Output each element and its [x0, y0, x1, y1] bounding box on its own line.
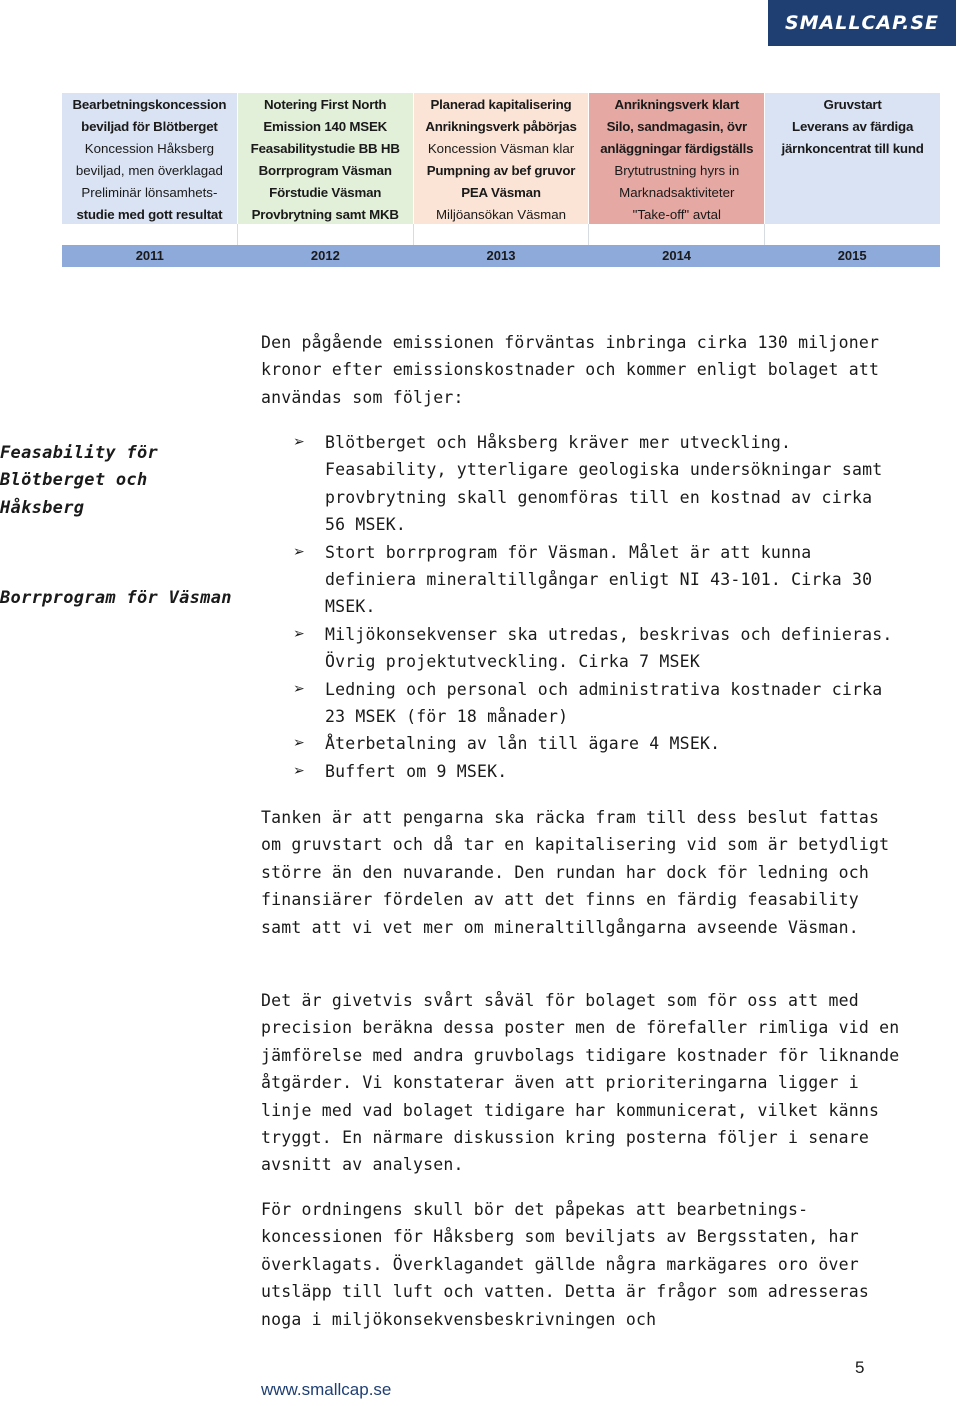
timeline-milestone: Miljöansökan Väsman: [435, 206, 567, 222]
list-item-text: Ledning och personal och administrativa kostnader cirka 23 MSEK (för 18 månader): [325, 679, 883, 727]
timeline-milestone: beviljad, men överklagad: [75, 162, 223, 178]
year-label: 2014: [662, 248, 692, 263]
use-of-proceeds-list: [293, 429, 893, 785]
timeline-milestone: Bearbetningskoncession: [72, 97, 227, 112]
timeline-spacer: [62, 224, 940, 245]
arrow-bullet-icon: ➢: [293, 543, 305, 560]
list-item-text: Miljökonsekvenser ska utredas, beskrivas och definieras. Övrig projektutveckling. Cirka 7 MSEK: [325, 624, 893, 672]
timeline-milestone: Gruvstart: [823, 97, 882, 112]
intro-paragraph: Den pågående emissionen förväntas inbringa cirka 130 miljoner kronor efter emissionskostnader och kommer enligt bolaget att användas som följer:: [261, 333, 880, 407]
arrow-bullet-icon: ➢: [293, 434, 305, 450]
timeline-columns: [62, 93, 940, 224]
timeline-milestone: PEA Väsman: [461, 184, 541, 200]
timeline-milestone: "Take-off" avtal: [632, 206, 721, 222]
list-item: [293, 758, 893, 785]
year-label: 2012: [310, 248, 340, 263]
timeline-milestone: Preliminär lönsamhets-: [81, 184, 218, 200]
year-label: 2013: [486, 248, 516, 263]
list-item: [293, 621, 893, 676]
list-item: [293, 539, 893, 621]
timeline-milestone: Anrikningsverk påbörjas: [425, 118, 577, 134]
body-paragraph-2: Det är givetvis svårt såväl för bolaget som för oss att med precision beräkna dessa poster men de förefaller rimliga vid en jämförelse med andra gruvbolags tidigare kostnader för liknande åtgärder. Vi konstaterar även att prioriteringarna ligger i linje med vad bolaget tidigare har kommunicerat, vilket känns tryggt. En närmare diskussion kring posterna följer i senare avsnitt av analysen.: [261, 991, 900, 1175]
timeline-milestone: studie med gott resultat: [76, 206, 223, 222]
list-item-text: Buffert om 9 MSEK.: [325, 761, 508, 781]
list-item: [293, 676, 893, 731]
body-paragraph-1: Tanken är att pengarna ska räcka fram till dess beslut fattas om gruvstart och då tar en kapitalisering vid som är betydligt större än den nuvarande. Den rundan har dock för ledning och finansiärer fördelen av att det finns en färdig feasability samt att vi vet mer om mineraltillgångarna avseende Väsman.: [261, 808, 890, 937]
timeline-milestone: Silo, sandmagasin, övr: [606, 118, 747, 134]
year-label: 2015: [837, 248, 867, 263]
list-item-text: Återbetalning av lån till ägare 4 MSEK.: [325, 734, 721, 754]
list-item: [293, 730, 893, 757]
list-item: [293, 429, 893, 539]
arrow-bullet-icon: ➢: [293, 735, 305, 752]
page-number: 5: [855, 1358, 865, 1377]
timeline-milestone: beviljad för Blötberget: [81, 118, 218, 134]
timeline-milestone: Provbrytning samt MKB: [251, 206, 399, 222]
timeline-milestone: Pumpning av bef gruvor: [426, 162, 576, 178]
timeline-milestone: järnkoncentrat till kund: [781, 140, 924, 156]
timeline-milestone: Borrprogram Väsman: [258, 162, 392, 178]
timeline-milestone: Brytutrustning hyrs in: [614, 162, 740, 178]
arrow-bullet-icon: ➢: [293, 680, 305, 697]
timeline-column: [765, 93, 940, 224]
arrow-bullet-icon: ➢: [293, 625, 305, 642]
timeline-milestone: Anrikningsverk klart: [614, 97, 740, 112]
body-paragraph-3: För ordningens skull bör det påpekas att bearbetnings-koncessionen för Håksberg som beviljats av Bergsstaten, har överklagats. Överklagandet gällde några markägares oro över utsläpp till luft och vatten. Detta är frågor som adresseras noga i miljökonsekvensbeskrivningen och: [261, 1200, 870, 1329]
smallcap-logo: SMALLCAP.SE: [768, 0, 956, 46]
timeline-milestone: Notering First North: [264, 97, 387, 112]
arrow-bullet-icon: ➢: [293, 762, 305, 779]
timeline-milestone: Koncession Väsman klar: [427, 140, 575, 156]
footer-website-link[interactable]: www.smallcap.se: [261, 1380, 392, 1399]
list-item-text: Stort borrprogram för Väsman. Målet är att kunna definiera mineraltillgångar enligt NI 43-101. Cirka 30 MSEK.: [325, 542, 873, 617]
sidebar-heading-feasability: Feasability för Blötberget och Håksberg: [0, 443, 159, 518]
timeline-milestone: Emission 140 MSEK: [263, 118, 388, 134]
sidebar-heading-borrprogram: Borrprogram för Väsman: [0, 588, 232, 608]
timeline-column: [62, 93, 238, 224]
timeline-milestone: Förstudie Väsman: [269, 184, 382, 200]
timeline-column: [414, 93, 590, 224]
timeline: [62, 93, 940, 267]
timeline-milestone: Feasabilitystudie BB HB: [250, 140, 400, 156]
year-label: 2011: [135, 248, 164, 263]
timeline-milestone: Planerad kapitalisering: [430, 97, 572, 112]
timeline-milestone: Koncession Håksberg: [84, 140, 215, 156]
timeline-milestone: anläggningar färdigställs: [600, 140, 754, 156]
timeline-column: [238, 93, 414, 224]
timeline-milestone: Leverans av färdiga: [792, 118, 914, 134]
timeline-years: [62, 245, 940, 267]
timeline-milestone: Marknadsaktiviteter: [619, 184, 735, 200]
timeline-column: [589, 93, 765, 224]
list-item-text: Blötberget och Håksberg kräver mer utveckling. Feasability, ytterligare geologiska undersökningar samt provbrytning skall genomföras till en kostnad av cirka 56 MSEK.: [325, 433, 883, 535]
